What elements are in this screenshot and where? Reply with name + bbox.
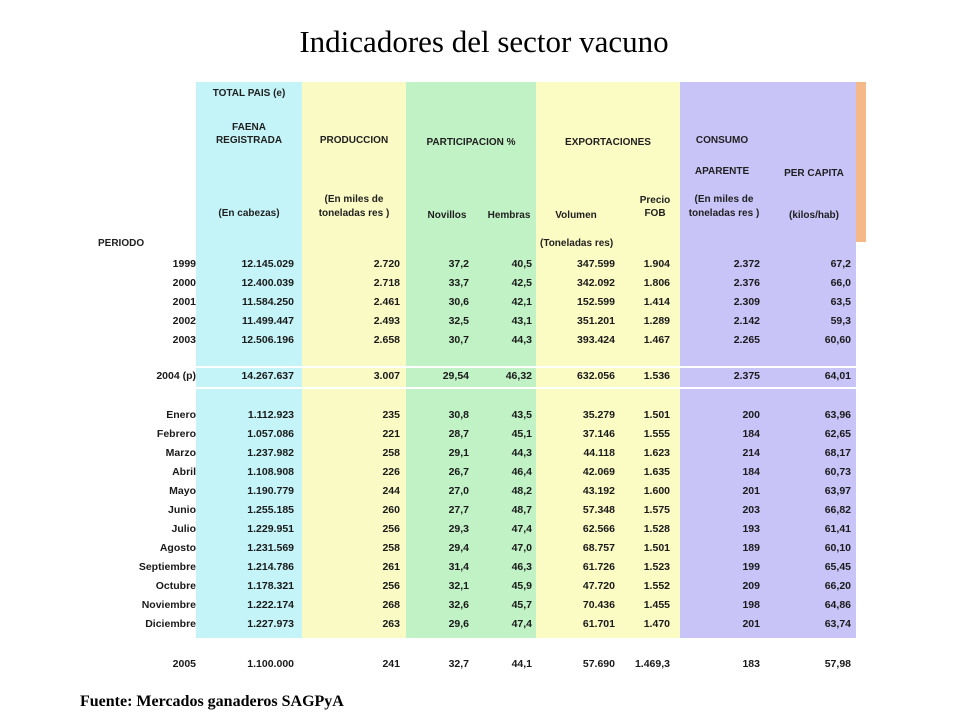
header-precio: Precio [639,195,671,206]
cell-aparente: 184 [742,428,760,440]
cell-per-capita: 60,60 [824,334,851,346]
cell-novillos: 29,54 [442,370,469,382]
cell-precio: 1.555 [643,428,670,440]
header-aparente-unit-2: toneladas res ) [688,208,760,219]
cell-volumen: 61.726 [582,561,615,573]
cell-per-capita: 63,74 [824,618,851,630]
cell-periodo: 1999 [172,258,196,270]
cell-faena: 12.506.196 [241,334,294,346]
slide-title: Indicadores del sector vacuno [299,24,669,59]
cell-precio: 1.501 [643,542,670,554]
header-produccion: PRODUCCION [319,135,389,146]
table-row [92,445,866,462]
cell-hembras: 48,2 [511,485,532,497]
cell-produccion: 241 [382,658,400,670]
table-row [92,597,866,614]
header-novillos: Novillos [427,210,467,221]
cell-faena: 1.229.951 [247,523,294,535]
table-row [92,502,866,519]
cell-hembras: 44,3 [511,334,532,346]
cell-aparente: 199 [742,561,760,573]
table-row [92,559,866,576]
header-consumo: CONSUMO [695,135,749,146]
cell-novillos: 27,7 [448,504,469,516]
cell-novillos: 29,1 [448,447,469,459]
cell-produccion: 2.493 [373,315,400,327]
cell-hembras: 44,1 [511,658,532,670]
cell-aparente: 214 [742,447,760,459]
cell-faena: 1.190.779 [247,485,294,497]
table-row [92,616,866,633]
cell-produccion: 256 [382,523,400,535]
cell-periodo: 2000 [172,277,196,289]
header-registrada: REGISTRADA [215,135,283,146]
cell-novillos: 32,7 [448,658,469,670]
table-row [92,521,866,538]
cell-per-capita: 60,10 [824,542,851,554]
cell-faena: 12.400.039 [241,277,294,289]
cell-faena: 1.222.174 [247,599,294,611]
cell-hembras: 47,4 [511,618,532,630]
cell-aparente: 2.376 [733,277,760,289]
cell-novillos: 37,2 [448,258,469,270]
cell-precio: 1.455 [643,599,670,611]
cell-volumen: 347.599 [577,258,615,270]
header-produccion-unit-1: (En miles de [324,194,384,205]
cell-aparente: 200 [742,409,760,421]
cell-novillos: 30,7 [448,334,469,346]
cell-faena: 1.227.973 [247,618,294,630]
cell-periodo: Octubre [155,580,196,592]
cell-periodo: Abril [172,466,196,478]
cell-aparente: 201 [742,485,760,497]
cell-periodo: Enero [166,409,196,421]
cell-precio: 1.536 [643,370,670,382]
header-volumen: Volumen [555,210,597,221]
cell-produccion: 263 [382,618,400,630]
header-faena: FAENA [232,122,266,133]
cell-hembras: 43,1 [511,315,532,327]
cell-periodo: Julio [171,523,196,535]
cell-periodo: 2005 [172,658,196,670]
table-row [92,426,866,443]
cell-volumen: 68.757 [582,542,615,554]
header-aparente-unit-1: (En miles de [694,194,754,205]
cell-faena: 1.237.982 [247,447,294,459]
cell-precio: 1.806 [643,277,670,289]
cell-per-capita: 61,41 [824,523,851,535]
cell-precio: 1.470 [643,618,670,630]
cell-hembras: 46,4 [511,466,532,478]
cell-per-capita: 64,01 [824,370,851,382]
cell-faena: 1.214.786 [247,561,294,573]
cell-produccion: 260 [382,504,400,516]
cell-aparente: 2.142 [733,315,760,327]
table-row [92,256,866,273]
cell-precio: 1.289 [643,315,670,327]
cell-volumen: 70.436 [582,599,615,611]
cell-faena: 11.584.250 [242,296,294,308]
cell-faena: 1.255.185 [247,504,294,516]
cell-hembras: 47,4 [511,523,532,535]
cell-per-capita: 66,82 [824,504,851,516]
cell-aparente: 201 [742,618,760,630]
cell-aparente: 189 [742,542,760,554]
cell-per-capita: 63,96 [824,409,851,421]
cell-produccion: 2.718 [373,277,400,289]
header-exportaciones: EXPORTACIONES [565,137,651,148]
cell-hembras: 42,1 [511,296,532,308]
cell-aparente: 209 [742,580,760,592]
table-row [92,407,866,424]
cell-volumen: 61.701 [582,618,615,630]
table-row [92,294,866,311]
cell-novillos: 26,7 [448,466,469,478]
cell-periodo: Noviembre [141,599,196,611]
cell-produccion: 261 [382,561,400,573]
cell-periodo: 2001 [172,296,196,308]
separator-after-2004 [92,387,866,389]
cell-novillos: 33,7 [448,277,469,289]
cell-volumen: 632.056 [577,370,615,382]
cell-novillos: 30,6 [448,296,469,308]
cell-volumen: 62.566 [582,523,615,535]
cell-volumen: 37.146 [582,428,615,440]
cell-novillos: 30,8 [448,409,469,421]
cell-periodo: Mayo [169,485,196,497]
cell-produccion: 235 [382,409,400,421]
cell-per-capita: 64,86 [824,599,851,611]
cell-aparente: 2.372 [733,258,760,270]
cell-hembras: 45,1 [511,428,532,440]
cell-faena: 11.499.447 [242,315,294,327]
cell-precio: 1.414 [643,296,670,308]
table-row [92,464,866,481]
cell-precio: 1.467 [643,334,670,346]
cell-hembras: 42,5 [511,277,532,289]
cell-volumen: 47.720 [582,580,615,592]
table-row [92,483,866,500]
cell-aparente: 2.375 [733,370,760,382]
cell-per-capita: 60,73 [824,466,851,478]
cell-hembras: 44,3 [511,447,532,459]
cell-novillos: 32,1 [448,580,469,592]
header-kilos-hab: (kilos/hab) [788,210,839,221]
cell-novillos: 31,4 [448,561,469,573]
cell-volumen: 42.069 [582,466,615,478]
cell-periodo: Marzo [165,447,196,459]
cell-hembras: 43,5 [511,409,532,421]
cell-periodo: Febrero [156,428,196,440]
cell-per-capita: 66,20 [824,580,851,592]
cell-precio: 1.528 [643,523,670,535]
cell-volumen: 152.599 [577,296,615,308]
header-periodo: PERIODO [98,238,145,249]
cell-produccion: 3.007 [373,370,400,382]
cell-aparente: 203 [742,504,760,516]
cell-faena: 14.267.637 [241,370,294,382]
cell-aparente: 2.309 [733,296,760,308]
cell-per-capita: 59,3 [830,315,851,327]
cell-periodo: 2002 [172,315,196,327]
cell-aparente: 193 [742,523,760,535]
cell-volumen: 393.424 [577,334,615,346]
cell-hembras: 45,9 [511,580,532,592]
cell-precio: 1.523 [643,561,670,573]
cell-aparente: 198 [742,599,760,611]
cell-produccion: 258 [382,542,400,554]
cell-aparente: 184 [742,466,760,478]
cell-produccion: 2.461 [373,296,400,308]
cell-periodo: Septiembre [138,561,196,573]
cell-periodo: Agosto [159,542,196,554]
cell-hembras: 40,5 [511,258,532,270]
cell-faena: 1.057.086 [247,428,294,440]
cell-per-capita: 62,65 [824,428,851,440]
cell-periodo: 2003 [172,334,196,346]
cell-aparente: 2.265 [733,334,760,346]
cell-produccion: 2.720 [373,258,400,270]
table-row [92,578,866,595]
cell-produccion: 268 [382,599,400,611]
table-row [92,540,866,557]
header-fob: FOB [644,208,666,219]
cell-produccion: 256 [382,580,400,592]
cell-per-capita: 65,45 [824,561,851,573]
cell-hembras: 47,0 [511,542,532,554]
cell-novillos: 28,7 [448,428,469,440]
cell-produccion: 2.658 [373,334,400,346]
cell-volumen: 43.192 [582,485,615,497]
header-participacion: PARTICIPACION % [426,137,516,148]
table-row [92,332,866,349]
cell-faena: 1.231.569 [247,542,294,554]
cell-precio: 1.635 [643,466,670,478]
cell-per-capita: 68,17 [824,447,851,459]
cell-per-capita: 66,0 [830,277,851,289]
cell-volumen: 351.201 [577,315,615,327]
cell-precio: 1.469,3 [634,658,670,670]
table-row [92,368,866,385]
cell-produccion: 226 [382,466,400,478]
cell-periodo: 2004 (p) [156,370,196,382]
cell-per-capita: 67,2 [830,258,851,270]
header-produccion-unit-2: toneladas res ) [318,208,390,219]
cell-aparente: 183 [742,658,760,670]
cell-novillos: 29,3 [448,523,469,535]
header-en-cabezas: (En cabezas) [218,208,280,219]
cell-hembras: 48,7 [511,504,532,516]
cell-hembras: 45,7 [511,599,532,611]
cell-hembras: 46,3 [511,561,532,573]
source-note: Fuente: Mercados ganaderos SAGPyA [80,693,344,710]
cell-precio: 1.623 [643,447,670,459]
cell-hembras: 46,32 [505,370,532,382]
cell-produccion: 244 [382,485,400,497]
cell-produccion: 258 [382,447,400,459]
cell-per-capita: 63,97 [824,485,851,497]
header-aparente: APARENTE [694,166,750,177]
cell-novillos: 29,6 [448,618,469,630]
cell-produccion: 221 [382,428,400,440]
header-total-pais: TOTAL PAIS (e) [212,88,286,99]
cell-periodo: Junio [168,504,196,516]
cell-precio: 1.552 [643,580,670,592]
cell-novillos: 32,6 [448,599,469,611]
cell-precio: 1.600 [643,485,670,497]
cell-periodo: Diciembre [145,618,196,630]
cell-per-capita: 57,98 [824,658,851,670]
cell-volumen: 57.348 [582,504,615,516]
cell-per-capita: 63,5 [830,296,851,308]
cell-volumen: 342.092 [577,277,615,289]
table-row [92,656,866,673]
cell-faena: 12.145.029 [241,258,294,270]
cell-precio: 1.904 [643,258,670,270]
cell-novillos: 29,4 [448,542,469,554]
table-row [92,313,866,330]
cell-faena: 1.108.908 [247,466,294,478]
header-hembras: Hembras [487,210,531,221]
cell-novillos: 32,5 [448,315,469,327]
header-per-capita: PER CAPITA [784,168,844,179]
header-toneladas-res: (Toneladas res) [540,238,614,249]
cell-volumen: 44.118 [583,447,615,459]
sector-table [92,82,866,678]
cell-faena: 1.178.321 [247,580,294,592]
cell-novillos: 27,0 [448,485,469,497]
table-row [92,275,866,292]
cell-faena: 1.112.923 [247,409,294,421]
band-edge [856,82,866,242]
cell-volumen: 57.690 [582,658,615,670]
cell-faena: 1.100.000 [247,658,294,670]
cell-precio: 1.575 [643,504,670,516]
cell-volumen: 35.279 [582,409,615,421]
cell-precio: 1.501 [643,409,670,421]
